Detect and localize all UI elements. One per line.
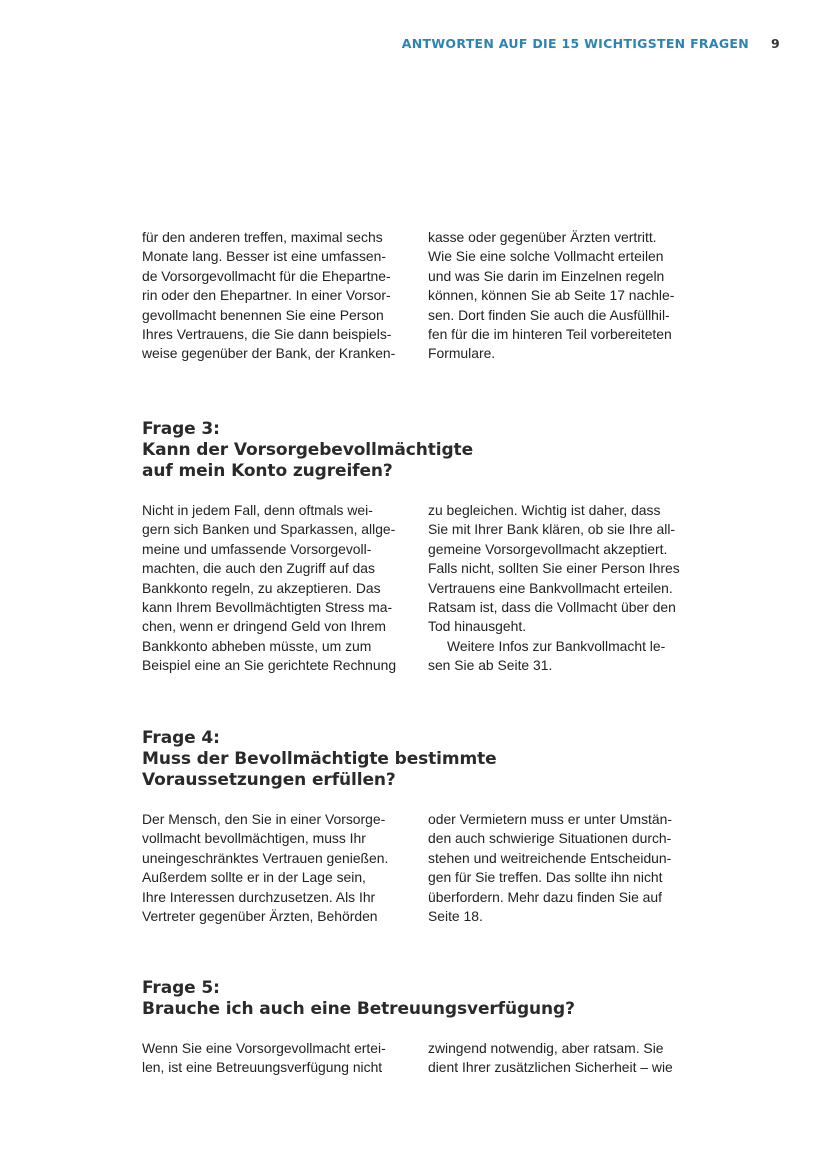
text-line: zwingend notwendig, aber ratsam. Sie (428, 1040, 664, 1056)
question-5-right-column (428, 1039, 690, 1078)
text-line: Formulare. (428, 345, 496, 362)
text-line: Tod hinausgeht. (428, 618, 527, 635)
heading-line: Frage 4: (142, 728, 220, 748)
text-line: weise gegenüber der Bank, der Kranken- (142, 345, 396, 362)
text-line: fen für die im hinteren Teil vorbereiteten (428, 326, 672, 343)
heading-line: auf mein Konto zugreifen? (142, 461, 393, 481)
question-5-section (142, 978, 690, 1078)
text-line: Wenn Sie eine Vorsorgevollmacht ertei- (142, 1040, 386, 1056)
text-line: kasse oder gegenüber Ärzten vertritt. (428, 229, 657, 245)
text-line: Vertreter gegenüber Ärzten, Behörden (142, 908, 378, 925)
text-line: Der Mensch, den Sie in einer Vorsorge- (142, 811, 386, 827)
question-4-heading (142, 728, 690, 791)
text-line: Außerdem sollte er in der Lage sein, (142, 869, 366, 886)
question-3-section (142, 419, 690, 676)
text-line: Sie mit Ihrer Bank klären, ob sie Ihre all- (428, 521, 676, 538)
question-5-heading (142, 978, 690, 1020)
question-4-left-column (142, 810, 404, 926)
text-line: und was Sie darin im Einzelnen regeln (428, 267, 665, 284)
text-line: sen Sie ab Seite 31. (428, 657, 553, 674)
heading-line: Frage 3: (142, 419, 220, 439)
running-header-title: ANTWORTEN AUF DIE 15 WICHTIGSTEN FRAGEN (401, 36, 749, 51)
text-line: überfordern. Mehr dazu finden Sie auf (428, 888, 662, 905)
text-line: sen. Dort finden Sie auch die Ausfüllhil- (428, 306, 670, 323)
text-line: Falls nicht, sollten Sie einer Person Ihres (428, 560, 680, 577)
text-line: gevollmacht benennen Sie eine Person (142, 306, 384, 323)
text-line: Ihre Interessen durchzusetzen. Als Ihr (142, 888, 376, 905)
text-line: de Vorsorgevollmacht für die Ehepartne- (142, 267, 391, 284)
heading-line: Frage 5: (142, 978, 220, 998)
text-line: Beispiel eine an Sie gerichtete Rechnung (142, 657, 397, 674)
text-line: den auch schwierige Situationen durch- (428, 830, 672, 847)
text-line: gern sich Banken und Sparkassen, allge- (142, 521, 396, 538)
text-line: oder Vermietern muss er unter Umstän- (428, 811, 672, 827)
text-line: rin oder den Ehepartner. In einer Vorsor- (142, 287, 391, 304)
text-line: Ratsam ist, dass die Vollmacht über den (428, 599, 676, 616)
text-line: gen für Sie treffen. Das sollte ihn nicht (428, 869, 663, 886)
question-3-right-column (428, 501, 690, 676)
text-line: Vertrauens eine Bankvollmacht erteilen. (428, 579, 673, 596)
text-line: Bankkonto regeln, zu akzeptieren. Das (142, 579, 381, 596)
heading-line: Muss der Bevollmächtigte bestimmte (142, 749, 497, 769)
text-line: für den anderen treffen, maximal sechs (142, 229, 383, 245)
text-line: Monate lang. Besser ist eine umfassen- (142, 248, 386, 265)
text-line: Seite 18. (428, 908, 483, 925)
text-line: dient Ihrer zusätzlichen Sicherheit – wie (428, 1059, 673, 1076)
heading-line: Brauche ich auch eine Betreuungsverfügung? (142, 999, 575, 1019)
text-line: chen, wenn er dringend Geld von Ihrem (142, 618, 387, 635)
text-line: Weitere Infos zur Bankvollmacht le- (447, 637, 666, 654)
text-line: Nicht in jedem Fall, denn oftmals wei- (142, 502, 373, 518)
intro-left-column (142, 228, 404, 364)
page-number: 9 (771, 36, 780, 51)
text-line: len, ist eine Betreuungsverfügung nicht (142, 1059, 383, 1076)
question-5-left-column (142, 1039, 404, 1078)
text-line: Ihres Vertrauens, die Sie dann beispiels- (142, 326, 392, 343)
question-4-right-column (428, 810, 690, 926)
heading-line: Kann der Vorsorgebevollmächtigte (142, 440, 473, 460)
text-line: Bankkonto abheben müsste, um zum (142, 637, 372, 654)
text-line: meine und umfassende Vorsorgevoll- (142, 540, 372, 557)
question-4-section (142, 728, 690, 926)
text-line: uneingeschränktes Vertrauen genießen. (142, 849, 389, 866)
text-line: zu begleichen. Wichtig ist daher, dass (428, 502, 661, 518)
heading-line: Voraussetzungen erfüllen? (142, 770, 396, 790)
text-line: machten, die auch den Zugriff auf das (142, 560, 375, 577)
intro-right-column (428, 228, 690, 364)
question-3-heading (142, 419, 690, 482)
text-line: gemeine Vorsorgevollmacht akzeptiert. (428, 540, 668, 557)
text-line: können, können Sie ab Seite 17 nachle- (428, 287, 675, 304)
text-line: stehen und weitreichende Entscheidun- (428, 849, 672, 866)
text-line: vollmacht bevollmächtigen, muss Ihr (142, 830, 366, 847)
intro-paragraph (142, 228, 690, 364)
question-3-left-column (142, 501, 404, 676)
text-line: kann Ihrem Bevollmächtigten Stress ma- (142, 599, 393, 616)
text-line: Wie Sie eine solche Vollmacht erteilen (428, 248, 664, 265)
